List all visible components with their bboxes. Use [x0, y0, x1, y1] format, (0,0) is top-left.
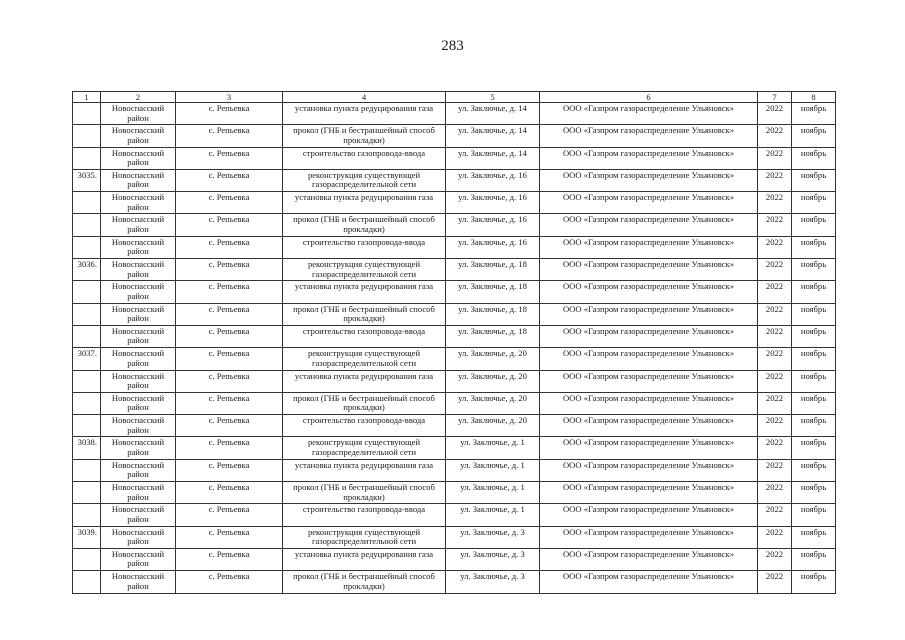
address-cell: ул. Заключье, д. 3 [446, 526, 540, 548]
work-type-cell: прокол (ГНБ и бестраншейный способ прокладки) [283, 125, 446, 147]
settlement-cell: с. Репьевка [176, 482, 283, 504]
year-cell: 2022 [758, 482, 792, 504]
work-type-cell: строительство газопровода-ввода [283, 236, 446, 258]
address-cell: ул. Заключье, д. 20 [446, 370, 540, 392]
address-cell: ул. Заключье, д. 20 [446, 392, 540, 414]
work-type-cell: прокол (ГНБ и бестраншейный способ прокладки) [283, 571, 446, 593]
work-type-cell: установка пункта редуцирования газа [283, 548, 446, 570]
month-cell: ноябрь [792, 437, 836, 459]
row-number-cell [73, 103, 101, 125]
organization-cell: ООО «Газпром газораспределение Ульяновск» [540, 571, 758, 593]
address-cell: ул. Заключье, д. 16 [446, 214, 540, 236]
address-cell: ул. Заключье, д. 18 [446, 303, 540, 325]
organization-cell: ООО «Газпром газораспределение Ульяновск» [540, 125, 758, 147]
table-row [73, 281, 836, 303]
year-cell: 2022 [758, 169, 792, 191]
month-cell: ноябрь [792, 370, 836, 392]
row-number-cell [73, 125, 101, 147]
address-cell: ул. Заключье, д. 18 [446, 281, 540, 303]
table-row [73, 147, 836, 169]
work-type-cell: строительство газопровода-ввода [283, 415, 446, 437]
table-row [73, 370, 836, 392]
district-cell: Новоспасский район [101, 214, 176, 236]
year-cell: 2022 [758, 392, 792, 414]
settlement-cell: с. Репьевка [176, 348, 283, 370]
month-cell: ноябрь [792, 103, 836, 125]
organization-cell: ООО «Газпром газораспределение Ульяновск» [540, 415, 758, 437]
header-cell: 5 [446, 92, 540, 103]
settlement-cell: с. Репьевка [176, 504, 283, 526]
organization-cell: ООО «Газпром газораспределение Ульяновск» [540, 192, 758, 214]
row-number-cell [73, 281, 101, 303]
row-number-cell: 3039. [73, 526, 101, 548]
work-type-cell: реконструкция существующей газораспределительной сети [283, 169, 446, 191]
table-row [73, 325, 836, 347]
work-type-cell: прокол (ГНБ и бестраншейный способ прокладки) [283, 392, 446, 414]
district-cell: Новоспасский район [101, 392, 176, 414]
district-cell: Новоспасский район [101, 325, 176, 347]
organization-cell: ООО «Газпром газораспределение Ульяновск» [540, 548, 758, 570]
work-type-cell: реконструкция существующей газораспределительной сети [283, 437, 446, 459]
settlement-cell: с. Репьевка [176, 214, 283, 236]
district-cell: Новоспасский район [101, 103, 176, 125]
organization-cell: ООО «Газпром газораспределение Ульяновск» [540, 325, 758, 347]
header-row [73, 92, 836, 103]
header-cell: 2 [101, 92, 176, 103]
year-cell: 2022 [758, 526, 792, 548]
work-type-cell: реконструкция существующей газораспределительной сети [283, 348, 446, 370]
table-row [73, 459, 836, 481]
organization-cell: ООО «Газпром газораспределение Ульяновск» [540, 169, 758, 191]
row-number-cell [73, 370, 101, 392]
row-number-cell [73, 192, 101, 214]
row-number-cell [73, 214, 101, 236]
table-body [73, 103, 836, 594]
settlement-cell: с. Репьевка [176, 325, 283, 347]
month-cell: ноябрь [792, 548, 836, 570]
settlement-cell: с. Репьевка [176, 259, 283, 281]
organization-cell: ООО «Газпром газораспределение Ульяновск» [540, 392, 758, 414]
organization-cell: ООО «Газпром газораспределение Ульяновск» [540, 147, 758, 169]
table-row [73, 504, 836, 526]
year-cell: 2022 [758, 147, 792, 169]
row-number-cell: 3036. [73, 259, 101, 281]
row-number-cell [73, 482, 101, 504]
year-cell: 2022 [758, 548, 792, 570]
district-cell: Новоспасский район [101, 437, 176, 459]
row-number-cell [73, 459, 101, 481]
table-row [73, 259, 836, 281]
row-number-cell [73, 392, 101, 414]
month-cell: ноябрь [792, 482, 836, 504]
district-cell: Новоспасский район [101, 415, 176, 437]
district-cell: Новоспасский район [101, 504, 176, 526]
work-type-cell: реконструкция существующей газораспределительной сети [283, 526, 446, 548]
year-cell: 2022 [758, 571, 792, 593]
district-cell: Новоспасский район [101, 259, 176, 281]
district-cell: Новоспасский район [101, 482, 176, 504]
month-cell: ноябрь [792, 392, 836, 414]
month-cell: ноябрь [792, 303, 836, 325]
month-cell: ноябрь [792, 526, 836, 548]
row-number-cell [73, 147, 101, 169]
address-cell: ул. Заключье, д. 1 [446, 459, 540, 481]
organization-cell: ООО «Газпром газораспределение Ульяновск» [540, 303, 758, 325]
year-cell: 2022 [758, 281, 792, 303]
address-cell: ул. Заключье, д. 3 [446, 571, 540, 593]
work-type-cell: прокол (ГНБ и бестраншейный способ прокладки) [283, 303, 446, 325]
year-cell: 2022 [758, 504, 792, 526]
address-cell: ул. Заключье, д. 18 [446, 325, 540, 347]
organization-cell: ООО «Газпром газораспределение Ульяновск» [540, 103, 758, 125]
organization-cell: ООО «Газпром газораспределение Ульяновск» [540, 214, 758, 236]
table-row [73, 415, 836, 437]
settlement-cell: с. Репьевка [176, 303, 283, 325]
row-number-cell: 3035. [73, 169, 101, 191]
address-cell: ул. Заключье, д. 1 [446, 504, 540, 526]
work-type-cell: установка пункта редуцирования газа [283, 370, 446, 392]
year-cell: 2022 [758, 214, 792, 236]
table-row [73, 125, 836, 147]
organization-cell: ООО «Газпром газораспределение Ульяновск» [540, 236, 758, 258]
month-cell: ноябрь [792, 348, 836, 370]
header-cell: 7 [758, 92, 792, 103]
table-row [73, 214, 836, 236]
address-cell: ул. Заключье, д. 1 [446, 482, 540, 504]
address-cell: ул. Заключье, д. 3 [446, 548, 540, 570]
month-cell: ноябрь [792, 125, 836, 147]
year-cell: 2022 [758, 325, 792, 347]
row-number-cell [73, 548, 101, 570]
address-cell: ул. Заключье, д. 14 [446, 147, 540, 169]
district-cell: Новоспасский район [101, 281, 176, 303]
table-row [73, 437, 836, 459]
row-number-cell: 3038. [73, 437, 101, 459]
header-cell: 4 [283, 92, 446, 103]
month-cell: ноябрь [792, 169, 836, 191]
table-row [73, 192, 836, 214]
year-cell: 2022 [758, 370, 792, 392]
row-number-cell [73, 571, 101, 593]
row-number-cell [73, 415, 101, 437]
year-cell: 2022 [758, 348, 792, 370]
settlement-cell: с. Репьевка [176, 370, 283, 392]
year-cell: 2022 [758, 125, 792, 147]
address-cell: ул. Заключье, д. 20 [446, 415, 540, 437]
month-cell: ноябрь [792, 236, 836, 258]
year-cell: 2022 [758, 303, 792, 325]
organization-cell: ООО «Газпром газораспределение Ульяновск» [540, 482, 758, 504]
address-cell: ул. Заключье, д. 16 [446, 236, 540, 258]
organization-cell: ООО «Газпром газораспределение Ульяновск» [540, 526, 758, 548]
district-cell: Новоспасский район [101, 125, 176, 147]
settlement-cell: с. Репьевка [176, 125, 283, 147]
settlement-cell: с. Репьевка [176, 571, 283, 593]
work-type-cell: реконструкция существующей газораспределительной сети [283, 259, 446, 281]
settlement-cell: с. Репьевка [176, 548, 283, 570]
organization-cell: ООО «Газпром газораспределение Ульяновск» [540, 281, 758, 303]
row-number-cell [73, 504, 101, 526]
header-cell: 8 [792, 92, 836, 103]
organization-cell: ООО «Газпром газораспределение Ульяновск» [540, 459, 758, 481]
month-cell: ноябрь [792, 571, 836, 593]
organization-cell: ООО «Газпром газораспределение Ульяновск» [540, 504, 758, 526]
year-cell: 2022 [758, 259, 792, 281]
work-type-cell: прокол (ГНБ и бестраншейный способ прокладки) [283, 482, 446, 504]
district-cell: Новоспасский район [101, 192, 176, 214]
table-row [73, 571, 836, 593]
settlement-cell: с. Репьевка [176, 192, 283, 214]
district-cell: Новоспасский район [101, 548, 176, 570]
row-number-cell [73, 303, 101, 325]
district-cell: Новоспасский район [101, 236, 176, 258]
settlement-cell: с. Репьевка [176, 526, 283, 548]
organization-cell: ООО «Газпром газораспределение Ульяновск» [540, 259, 758, 281]
month-cell: ноябрь [792, 415, 836, 437]
row-number-cell: 3037. [73, 348, 101, 370]
address-cell: ул. Заключье, д. 16 [446, 169, 540, 191]
table-row [73, 482, 836, 504]
page-number: 283 [441, 38, 464, 54]
work-type-cell: строительство газопровода-ввода [283, 325, 446, 347]
district-cell: Новоспасский район [101, 348, 176, 370]
year-cell: 2022 [758, 415, 792, 437]
month-cell: ноябрь [792, 281, 836, 303]
district-cell: Новоспасский район [101, 303, 176, 325]
register-table [72, 91, 836, 594]
settlement-cell: с. Репьевка [176, 415, 283, 437]
settlement-cell: с. Репьевка [176, 169, 283, 191]
year-cell: 2022 [758, 103, 792, 125]
settlement-cell: с. Репьевка [176, 437, 283, 459]
month-cell: ноябрь [792, 259, 836, 281]
organization-cell: ООО «Газпром газораспределение Ульяновск» [540, 370, 758, 392]
address-cell: ул. Заключье, д. 14 [446, 125, 540, 147]
district-cell: Новоспасский район [101, 526, 176, 548]
header-cell: 6 [540, 92, 758, 103]
month-cell: ноябрь [792, 192, 836, 214]
table-row [73, 169, 836, 191]
row-number-cell [73, 325, 101, 347]
address-cell: ул. Заключье, д. 1 [446, 437, 540, 459]
year-cell: 2022 [758, 236, 792, 258]
table-row [73, 348, 836, 370]
address-cell: ул. Заключье, д. 14 [446, 103, 540, 125]
settlement-cell: с. Репьевка [176, 459, 283, 481]
table-row [73, 548, 836, 570]
district-cell: Новоспасский район [101, 370, 176, 392]
organization-cell: ООО «Газпром газораспределение Ульяновск» [540, 348, 758, 370]
month-cell: ноябрь [792, 147, 836, 169]
work-type-cell: строительство газопровода-ввода [283, 504, 446, 526]
row-number-cell [73, 236, 101, 258]
settlement-cell: с. Репьевка [176, 281, 283, 303]
district-cell: Новоспасский район [101, 459, 176, 481]
month-cell: ноябрь [792, 214, 836, 236]
district-cell: Новоспасский район [101, 571, 176, 593]
year-cell: 2022 [758, 192, 792, 214]
district-cell: Новоспасский район [101, 169, 176, 191]
organization-cell: ООО «Газпром газораспределение Ульяновск» [540, 437, 758, 459]
month-cell: ноябрь [792, 325, 836, 347]
table-row [73, 392, 836, 414]
year-cell: 2022 [758, 437, 792, 459]
settlement-cell: с. Репьевка [176, 236, 283, 258]
address-cell: ул. Заключье, д. 16 [446, 192, 540, 214]
month-cell: ноябрь [792, 459, 836, 481]
work-type-cell: установка пункта редуцирования газа [283, 103, 446, 125]
work-type-cell: строительство газопровода-ввода [283, 147, 446, 169]
address-cell: ул. Заключье, д. 20 [446, 348, 540, 370]
table-row [73, 236, 836, 258]
year-cell: 2022 [758, 459, 792, 481]
settlement-cell: с. Репьевка [176, 392, 283, 414]
table-row [73, 526, 836, 548]
header-cell: 3 [176, 92, 283, 103]
table-row [73, 303, 836, 325]
header-cell: 1 [73, 92, 101, 103]
work-type-cell: установка пункта редуцирования газа [283, 459, 446, 481]
district-cell: Новоспасский район [101, 147, 176, 169]
month-cell: ноябрь [792, 504, 836, 526]
address-cell: ул. Заключье, д. 18 [446, 259, 540, 281]
settlement-cell: с. Репьевка [176, 147, 283, 169]
settlement-cell: с. Репьевка [176, 103, 283, 125]
table-row [73, 103, 836, 125]
work-type-cell: прокол (ГНБ и бестраншейный способ прокладки) [283, 214, 446, 236]
work-type-cell: установка пункта редуцирования газа [283, 281, 446, 303]
work-type-cell: установка пункта редуцирования газа [283, 192, 446, 214]
